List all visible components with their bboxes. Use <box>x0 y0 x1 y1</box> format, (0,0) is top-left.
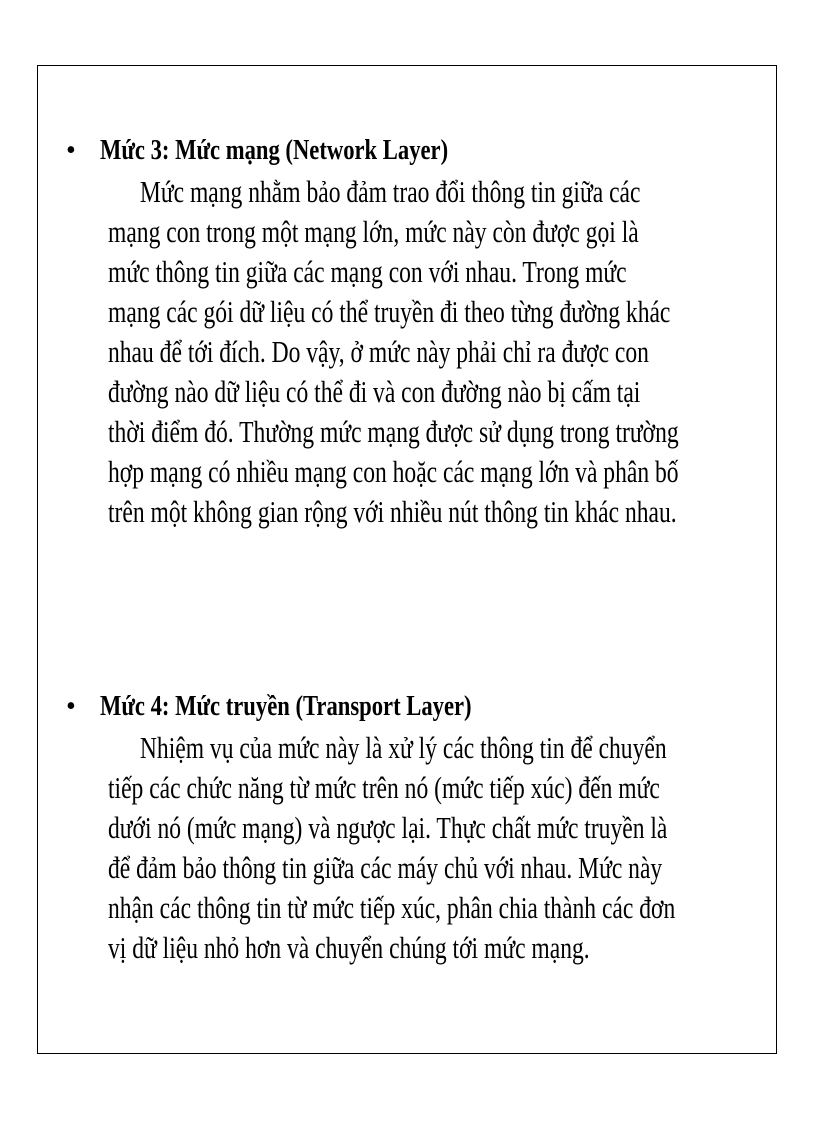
body-line: để đảm bảo thông tin giữa các máy chủ với nhau. Mức này <box>108 850 663 885</box>
body-line: dưới nó (mức mạng) và ngược lại. Thực chất mức truyền là <box>108 810 668 845</box>
body-line: thời điểm đó. Thường mức mạng được sử dụng trong trường <box>108 414 679 449</box>
section-heading-row <box>66 686 746 728</box>
body-line: trên một không gian rộng với nhiều nút thông tin khác nhau. <box>108 494 677 529</box>
body-line: vị dữ liệu nhỏ hơn và chuyển chúng tới mức mạng. <box>108 930 590 965</box>
bullet: • <box>66 691 76 722</box>
section-heading-row <box>66 130 746 172</box>
section-transport-layer <box>66 686 746 968</box>
body-line: mức thông tin giữa các mạng con với nhau. Trong mức <box>108 254 627 289</box>
body-line: tiếp các chức năng từ mức trên nó (mức tiếp xúc) đến mức <box>108 770 660 805</box>
bullet: • <box>66 135 76 166</box>
body-line: Nhiệm vụ của mức này là xử lý các thông tin để chuyển <box>139 730 667 765</box>
section-heading: Mức 4: Mức truyền (Transport Layer) <box>100 690 472 722</box>
section-network-layer <box>66 130 746 532</box>
section-body <box>108 728 788 968</box>
body-line: hợp mạng có nhiều mạng con hoặc các mạng lớn và phân bố <box>108 454 679 489</box>
body-line: Mức mạng nhằm bảo đảm trao đổi thông tin giữa các <box>139 174 641 209</box>
body-line: nhau để tới đích. Do vậy, ở mức này phải chỉ ra được con <box>108 334 649 369</box>
section-heading: Mức 3: Mức mạng (Network Layer) <box>100 134 449 166</box>
body-line: mạng con trong một mạng lớn, mức này còn được gọi là <box>108 214 639 249</box>
body-line: mạng các gói dữ liệu có thể truyền đi theo từng đường khác <box>108 294 671 329</box>
section-body <box>108 172 788 532</box>
body-line: nhận các thông tin từ mức tiếp xúc, phân chia thành các đơn <box>108 890 676 925</box>
body-line: đường nào dữ liệu có thể đi và con đường nào bị cấm tại <box>108 374 641 409</box>
